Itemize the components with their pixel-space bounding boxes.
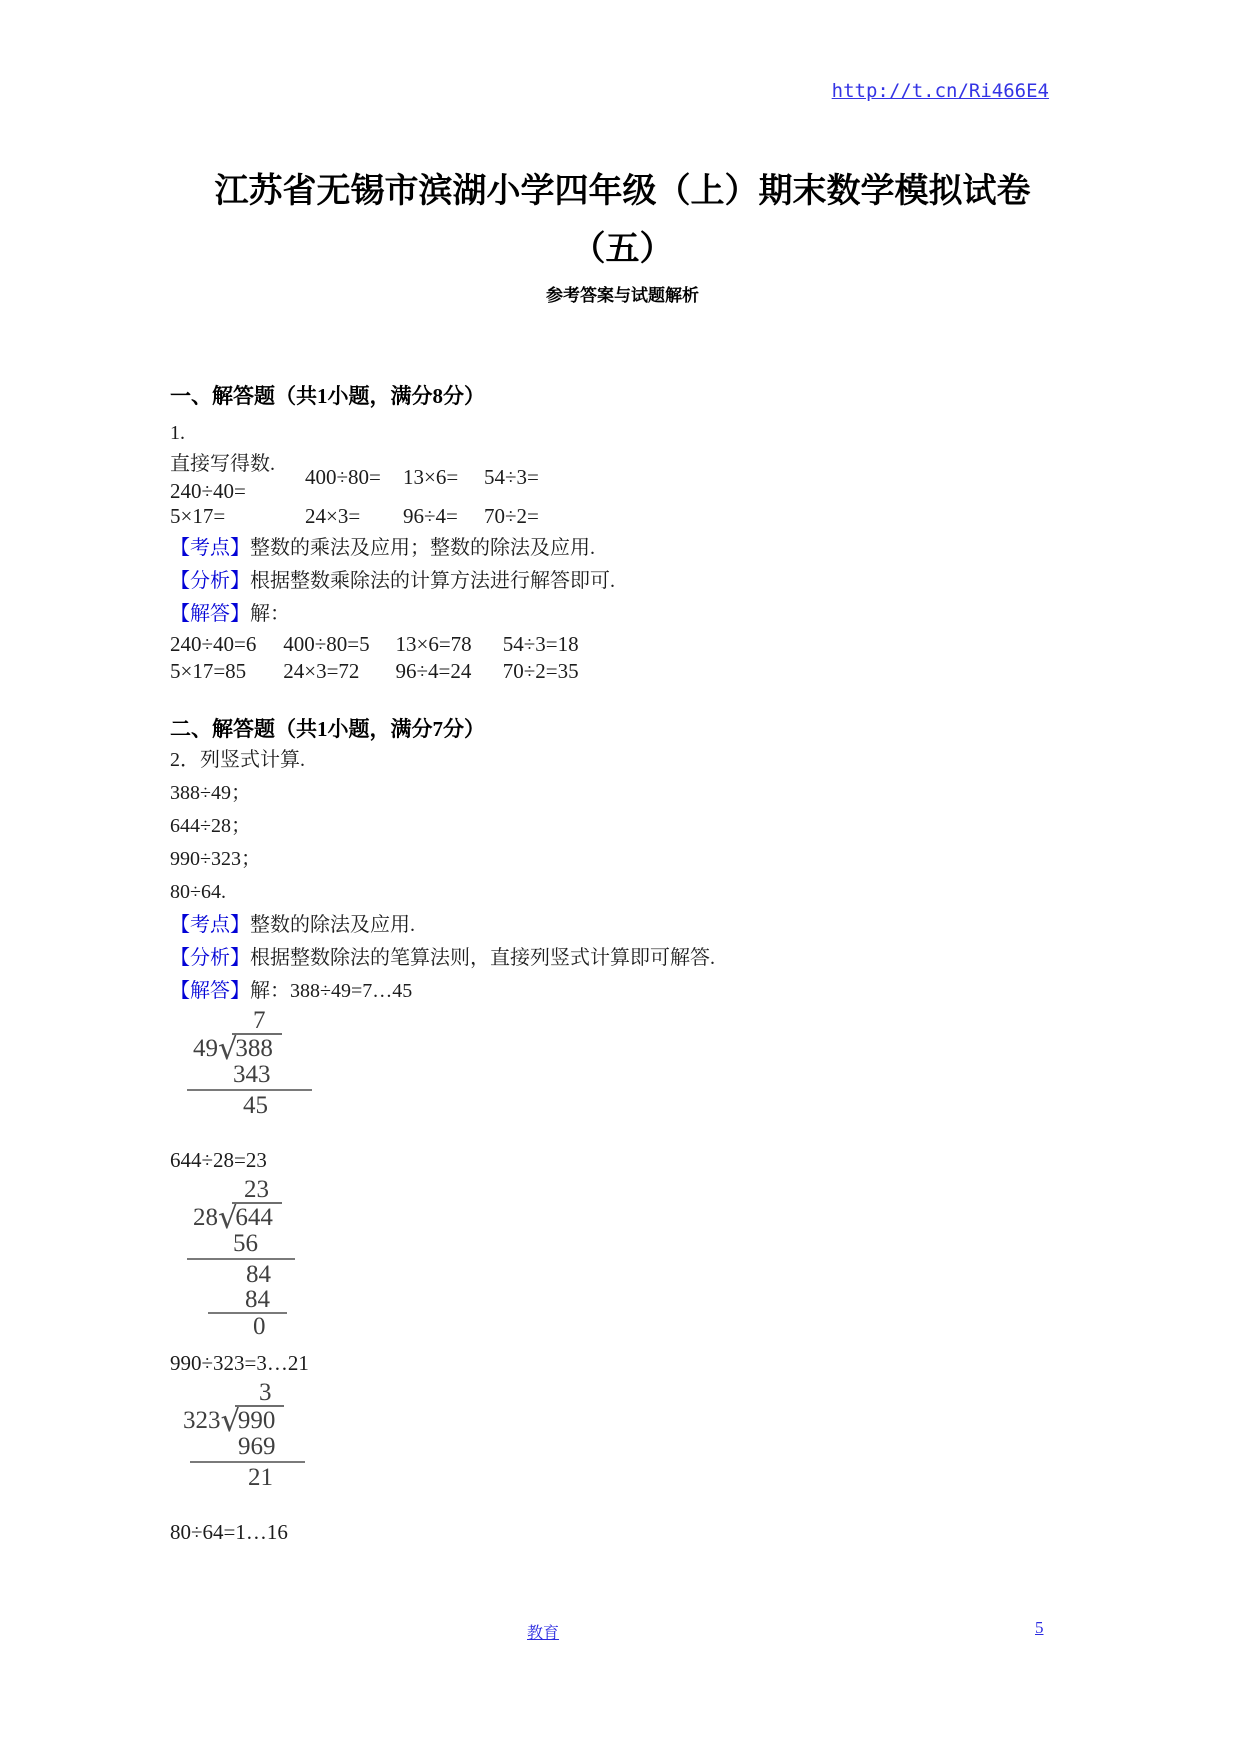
remainder: 21 [248,1464,273,1491]
partial-product: 969 [238,1433,276,1460]
radical-sign-icon: √ [218,1029,239,1067]
problem2-kaodian-line [170,909,1075,942]
jieda-text: 解：388÷49=7…45 [250,980,413,1002]
footer-page-number-link[interactable]: 5 [1035,1618,1044,1637]
jieda-label: 【解答】 [170,980,250,1002]
problem2-expression: 80÷64. [170,881,226,903]
quotient: 3 [259,1379,272,1406]
answer-cell: 54÷3=18 [502,632,579,656]
document-content [170,0,1075,1549]
problem2-prompt: 2．列竖式计算. [170,749,305,771]
quotient: 23 [244,1176,269,1203]
long-division-figure-990-323 [183,1380,403,1490]
dividend: 990 [235,1405,285,1434]
problem1-answers-row2 [170,658,1075,685]
brought-down-value: 84 [246,1261,271,1288]
problem1-number: 1. [170,422,185,444]
division-line [187,1089,312,1091]
answer-cell: 240÷40=6 [170,632,257,656]
jieda-label: 【解答】 [170,603,250,625]
long-division-figure-644-28 [187,1177,407,1339]
problem1-expression: 96÷4= [403,504,458,528]
document-subtitle: 参考答案与试题解析 [546,286,699,305]
partial-product: 56 [233,1230,258,1257]
problem1-expression: 54÷3= [484,465,539,489]
header-url-link[interactable]: http://t.cn/Ri466E4 [831,80,1049,102]
answer-cell: 70÷2=35 [502,659,579,683]
divisor: 323 [183,1407,221,1434]
problem2-expression: 388÷49； [170,782,251,804]
result-equation: 80÷64=1…16 [170,1520,288,1544]
remainder: 0 [253,1313,266,1340]
problem1-fenxi-line [170,565,1075,598]
long-division-figure-388-49 [187,1008,407,1118]
answer-cell: 24×3=72 [283,659,360,683]
section2-heading: 二、解答题（共1小题，满分7分） [170,717,485,741]
problem1-expression: 70÷2= [484,504,539,528]
problem2-expression: 990÷323； [170,848,261,870]
footer-education-link[interactable]: 教育 [527,1625,560,1642]
jieda-text: 解： [250,603,290,625]
problem1-expression: 24×3= [305,504,361,528]
result-equation: 990÷323=3…21 [170,1351,309,1375]
problem1-expression: 400÷80= [305,465,381,489]
problem1-prompt-block [170,452,1075,532]
kaodian-label: 【考点】 [170,537,250,559]
answer-cell: 5×17=85 [170,659,247,683]
answer-cell: 13×6=78 [395,632,472,656]
kaodian-text: 整数的除法及应用. [250,914,415,936]
section1-heading: 一、解答题（共1小题，满分8分） [170,384,485,408]
result-equation: 644÷28=23 [170,1148,267,1172]
radical-sign-icon: √ [220,1401,241,1439]
division-line [187,1258,295,1260]
answer-cell: 400÷80=5 [283,632,370,656]
divisor: 49 [193,1035,218,1062]
partial-product: 343 [233,1061,271,1088]
divisor: 28 [193,1204,218,1231]
problem1-expression: 5×17= [170,504,226,528]
answer-cell: 96÷4=24 [395,659,472,683]
dividend: 388 [232,1033,282,1062]
problem1-jieda-line [170,598,1075,631]
remainder: 45 [243,1092,268,1119]
document-title-line2: （五） [571,231,674,268]
fenxi-text: 根据整数除法的笔算法则，直接列竖式计算即可解答. [250,947,715,969]
quotient: 7 [253,1007,266,1034]
fenxi-label: 【分析】 [170,947,250,969]
problem1-kaodian-line [170,532,1075,565]
division-line [190,1461,305,1463]
partial-product: 84 [208,1287,287,1314]
document-title-line1: 江苏省无锡市滨湖小学四年级（上）期末数学模拟试卷 [214,173,1031,210]
fenxi-label: 【分析】 [170,570,250,592]
kaodian-text: 整数的乘法及应用；整数的除法及应用. [250,537,595,559]
problem2-fenxi-line [170,942,1075,975]
problem1-prompt: 直接写得数. [170,453,275,475]
problem1-answers-row1 [170,631,1075,658]
kaodian-label: 【考点】 [170,914,250,936]
problem1-expression: 240÷40= [170,479,246,503]
problem1-expression: 13×6= [403,465,459,489]
dividend: 644 [232,1202,282,1231]
radical-sign-icon: √ [218,1198,239,1236]
problem2-jieda-line [170,975,1075,1008]
fenxi-text: 根据整数乘除法的计算方法进行解答即可. [250,570,615,592]
problem2-expression: 644÷28； [170,815,251,837]
